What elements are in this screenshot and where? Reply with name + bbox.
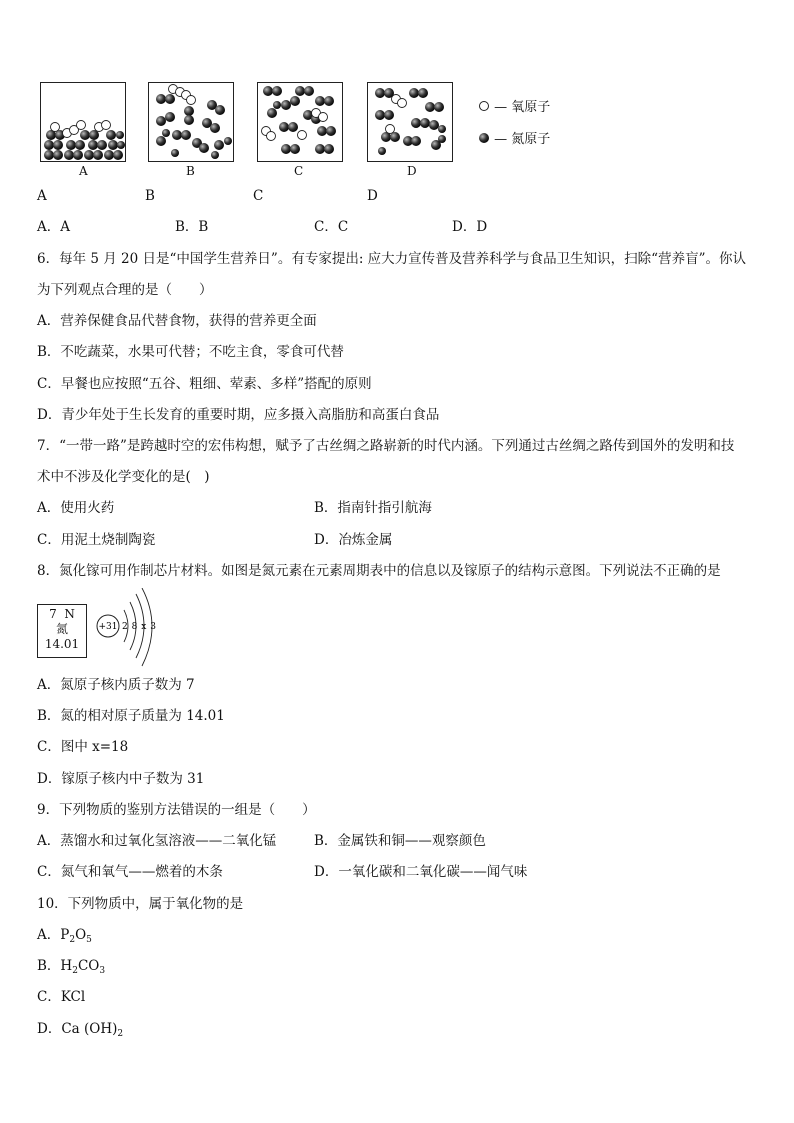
- q10-option-b[interactable]: [37, 957, 105, 975]
- q10-option-a-formula-1: P: [60, 927, 70, 943]
- q8-stem: 8．氮化镓可用作制芯片材料。如图是氮元素在元素周期表中的信息以及镓原子的结构示意图。下列说法不正确的是: [37, 563, 721, 579]
- q10-option-d-prefix: D．: [37, 1021, 62, 1037]
- element-symbol: N: [64, 607, 75, 621]
- q5-option-b[interactable]: B．B: [175, 219, 209, 235]
- q7-option-c[interactable]: C．用泥土烧制陶瓷: [37, 532, 156, 548]
- panel-d-particles: [368, 83, 452, 161]
- q9-option-d[interactable]: D．一氧化碳和二氧化碳——闻气味: [314, 864, 528, 880]
- white-circle-icon: [478, 100, 490, 112]
- q7-stem-line1: 7．“一带一路”是跨越时空的宏伟构想，赋予了古丝绸之路崭新的时代内涵。下列通过古丝绸之路传到国外的发明和技: [37, 438, 735, 454]
- q10-option-b-formula-2: CO: [77, 958, 100, 974]
- panel-a: [40, 82, 126, 162]
- element-mass: 14.01: [44, 637, 80, 651]
- q5-option-c[interactable]: C．C: [314, 219, 349, 235]
- q10-option-a[interactable]: [37, 926, 92, 944]
- q10-option-b-prefix: B．: [37, 958, 61, 974]
- periodic-table-cell: [37, 604, 87, 658]
- q7-option-b[interactable]: B．指南针指引航海: [314, 500, 432, 516]
- q10-option-a-sub-2: 5: [86, 935, 92, 945]
- q8-option-d[interactable]: D．镓原子核内中子数为 31: [37, 771, 205, 787]
- q6-option-a[interactable]: A．营养保健食品代替食物，获得的营养更全面: [37, 313, 317, 329]
- panel-b-particles: [149, 83, 233, 161]
- q7-option-d[interactable]: D．冶炼金属: [314, 532, 393, 548]
- q10-option-d-formula-1: Ca (OH): [61, 1021, 118, 1037]
- element-number: 7: [49, 607, 57, 621]
- fig-sub-label-d: D: [367, 188, 378, 204]
- q6-option-d[interactable]: D．青少年处于生长发育的重要时期，应多摄入高脂肪和高蛋白食品: [37, 407, 440, 423]
- q7-option-a[interactable]: A．使用火药: [37, 500, 115, 516]
- q6-stem-line2: 为下列观点合理的是（ ）: [37, 282, 213, 298]
- q7-stem-line2: 术中不涉及化学变化的是( ): [37, 469, 210, 485]
- q9-option-a[interactable]: A．蒸馏水和过氧化氢溶液——二氧化锰: [37, 833, 277, 849]
- panel-b: [148, 82, 234, 162]
- element-name: 氮: [55, 622, 68, 636]
- q9-option-b[interactable]: B．金属铁和铜——观察颜色: [314, 833, 486, 849]
- q8-option-b[interactable]: B．氮的相对原子质量为 14.01: [37, 708, 225, 724]
- q10-option-b-sub-1: 2: [72, 966, 78, 976]
- dark-ball-icon: [478, 132, 490, 144]
- gallium-atom-diagram: [94, 588, 174, 668]
- q6-option-b[interactable]: B．不吃蔬菜，水果可代替；不吃主食，零食可代替: [37, 344, 344, 360]
- q9-stem: 9．下列物质的鉴别方法错误的一组是（ ）: [37, 802, 316, 818]
- q9-option-c[interactable]: C．氮气和氧气——燃着的木条: [37, 864, 223, 880]
- q8-option-a[interactable]: A．氮原子核内质子数为 7: [37, 677, 195, 693]
- q10-option-a-prefix: A．: [37, 927, 61, 943]
- legend-nitrogen: [478, 128, 550, 147]
- panel-a-label: A: [79, 164, 88, 178]
- atom-nucleus-label: +31: [98, 622, 118, 632]
- panel-b-label: B: [186, 164, 195, 178]
- q5-option-a[interactable]: A．A: [37, 219, 70, 235]
- element-number-symbol: [38, 607, 86, 622]
- legend-oxygen: [478, 96, 550, 115]
- panel-c-label: C: [294, 164, 304, 178]
- q10-option-a-sub-1: 2: [69, 935, 76, 945]
- q5-option-d[interactable]: D．D: [452, 219, 488, 235]
- legend-oxygen-label: — 氧原子: [494, 100, 551, 115]
- q10-option-d-sub-1: 2: [117, 1029, 124, 1039]
- legend-nitrogen-label: — 氮原子: [494, 132, 551, 147]
- panel-d: [367, 82, 453, 162]
- q10-option-a-formula-2: O: [75, 927, 87, 943]
- fig-sub-label-a: A: [37, 188, 47, 204]
- panel-d-label: D: [407, 164, 417, 178]
- panel-c-particles: [258, 83, 342, 161]
- q6-stem-line1: 6．每年 5 月 20 日是“中国学生营养日”。有专家提出: 应大力宣传普及营养科学与食品卫生知识，扫除“营养盲”。你认: [37, 251, 746, 267]
- q8-option-c[interactable]: C．图中 x=18: [37, 739, 129, 755]
- panel-a-particles: [41, 83, 125, 161]
- atom-shell-electrons: 2 8 x 3: [122, 622, 156, 632]
- fig-sub-label-b: B: [145, 188, 155, 204]
- q6-option-c[interactable]: C．早餐也应按照“五谷、粗细、荤素、多样”搭配的原则: [37, 376, 372, 392]
- q10-stem: 10．下列物质中，属于氧化物的是: [37, 896, 244, 912]
- q10-option-c[interactable]: C．KCl: [37, 989, 86, 1005]
- panel-c: [257, 82, 343, 162]
- fig-sub-label-c: C: [253, 188, 264, 204]
- q10-option-b-formula-1: H: [60, 958, 73, 974]
- q10-option-d[interactable]: [37, 1020, 123, 1038]
- q10-option-b-sub-2: 3: [99, 966, 106, 976]
